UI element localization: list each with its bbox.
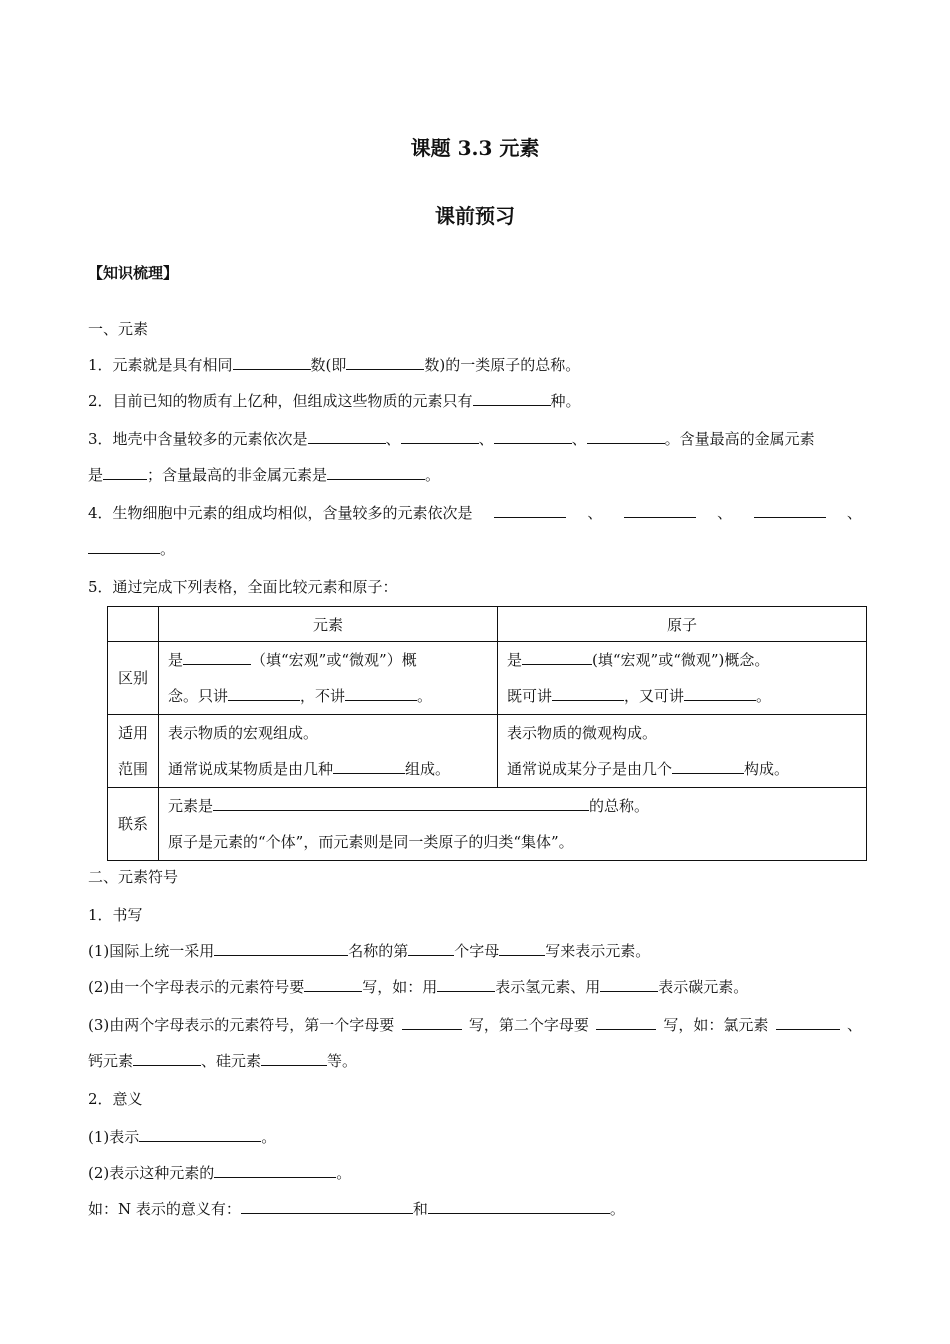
blank[interactable] — [600, 976, 658, 992]
meaning-1: (1)表示 。 — [88, 1128, 277, 1146]
blank[interactable] — [402, 1014, 462, 1030]
blank[interactable] — [473, 390, 551, 406]
row-label-relation: 联系 — [108, 788, 159, 861]
writing-1: (1)国际上统一采用 名称的第 个字母 写来表示元素。 — [88, 942, 651, 960]
table-cell: 是 （填“宏观”或“微观”）概 念。只讲 ，不讲 。 — [159, 642, 498, 715]
section-heading-symbol: 二、元素符号 — [88, 868, 179, 886]
page-title: 课题 3.3 元素 — [410, 136, 540, 160]
blank[interactable] — [408, 940, 454, 956]
table-row — [108, 715, 867, 788]
table-cell: 元素是 的总称。 原子是元素的“个体”，而元素则是同一类原子的归类“集体”。 — [159, 788, 867, 861]
meaning-2: (2)表示这种元素的 。 — [88, 1164, 352, 1182]
blank[interactable] — [624, 502, 696, 518]
blank[interactable] — [346, 354, 424, 370]
writing-2: (2)由一个字母表示的元素符号要 写，如：用 表示氢元素、用 表示碳元素。 — [88, 978, 749, 996]
blank[interactable] — [428, 1198, 610, 1214]
question-1: 1．元素就是具有相同 数(即 数)的一类原子的总称。 — [88, 356, 581, 374]
question-3-cont: 是 ；含量最高的非金属元素是 。 — [88, 466, 441, 484]
blank[interactable] — [672, 758, 744, 774]
knowledge-heading: 【知识梳理】 — [88, 264, 179, 282]
table-header-element: 元素 — [159, 607, 498, 642]
question-3: 3．地壳中含量较多的元素依次是 、 、 、 。含量最高的金属元素 — [88, 430, 815, 448]
blank[interactable] — [228, 685, 300, 701]
blank[interactable] — [401, 428, 479, 444]
blank[interactable] — [183, 649, 251, 665]
question-4: 4．生物细胞中元素的组成均相似，含量较多的元素依次是 、 、 、 — [88, 504, 862, 522]
blank[interactable] — [214, 1162, 336, 1178]
table-row — [108, 788, 867, 861]
writing-heading: 1．书写 — [88, 906, 143, 924]
blank[interactable] — [596, 1014, 656, 1030]
blank[interactable] — [522, 649, 592, 665]
table-cell: 表示物质的微观构成。 通常说成某分子是由几个 构成。 — [498, 715, 867, 788]
blank[interactable] — [776, 1014, 840, 1030]
comparison-table — [107, 606, 867, 861]
blank[interactable] — [308, 428, 386, 444]
blank[interactable] — [587, 428, 665, 444]
table-row — [108, 642, 867, 715]
blank[interactable] — [103, 464, 147, 480]
blank[interactable] — [214, 940, 348, 956]
table-cell: 是 (填“宏观”或“微观”)概念。 既可讲 ，又可讲 。 — [498, 642, 867, 715]
blank[interactable] — [88, 538, 160, 554]
table-header-atom: 原子 — [498, 607, 867, 642]
blank[interactable] — [304, 976, 362, 992]
blank[interactable] — [139, 1126, 261, 1142]
blank[interactable] — [754, 502, 826, 518]
blank[interactable] — [327, 464, 425, 480]
blank[interactable] — [261, 1050, 327, 1066]
blank[interactable] — [233, 354, 311, 370]
row-label-difference: 区别 — [108, 642, 159, 715]
blank[interactable] — [345, 685, 417, 701]
table-row — [108, 607, 867, 642]
blank[interactable] — [494, 428, 572, 444]
blank[interactable] — [333, 758, 405, 774]
meaning-heading: 2．意义 — [88, 1090, 143, 1108]
blank[interactable] — [133, 1050, 201, 1066]
question-4-cont: 。 — [88, 538, 175, 559]
page-subtitle: 课前预习 — [435, 204, 515, 228]
section-heading-element: 一、元素 — [88, 320, 149, 338]
table-cell: 表示物质的宏观组成。 通常说成某物质是由几种 组成。 — [159, 715, 498, 788]
blank[interactable] — [437, 976, 495, 992]
blank[interactable] — [494, 502, 566, 518]
question-5: 5．通过完成下列表格，全面比较元素和原子： — [88, 578, 398, 596]
question-2: 2．目前已知的物质有上亿种，但组成这些物质的元素只有 种。 — [88, 392, 581, 410]
writing-3-cont: 钙元素 、硅元素 等。 — [88, 1052, 358, 1070]
blank[interactable] — [684, 685, 756, 701]
blank[interactable] — [552, 685, 624, 701]
row-label-scope: 适用 范围 — [108, 715, 159, 788]
blank[interactable] — [499, 940, 545, 956]
meaning-example: 如：N 表示的意义有： 和 。 — [88, 1200, 625, 1218]
blank[interactable] — [213, 795, 589, 811]
blank[interactable] — [241, 1198, 413, 1214]
writing-3: (3)由两个字母表示的元素符号，第一个字母要 写，第二个字母要 写，如：氯元素 、 — [88, 1016, 862, 1034]
